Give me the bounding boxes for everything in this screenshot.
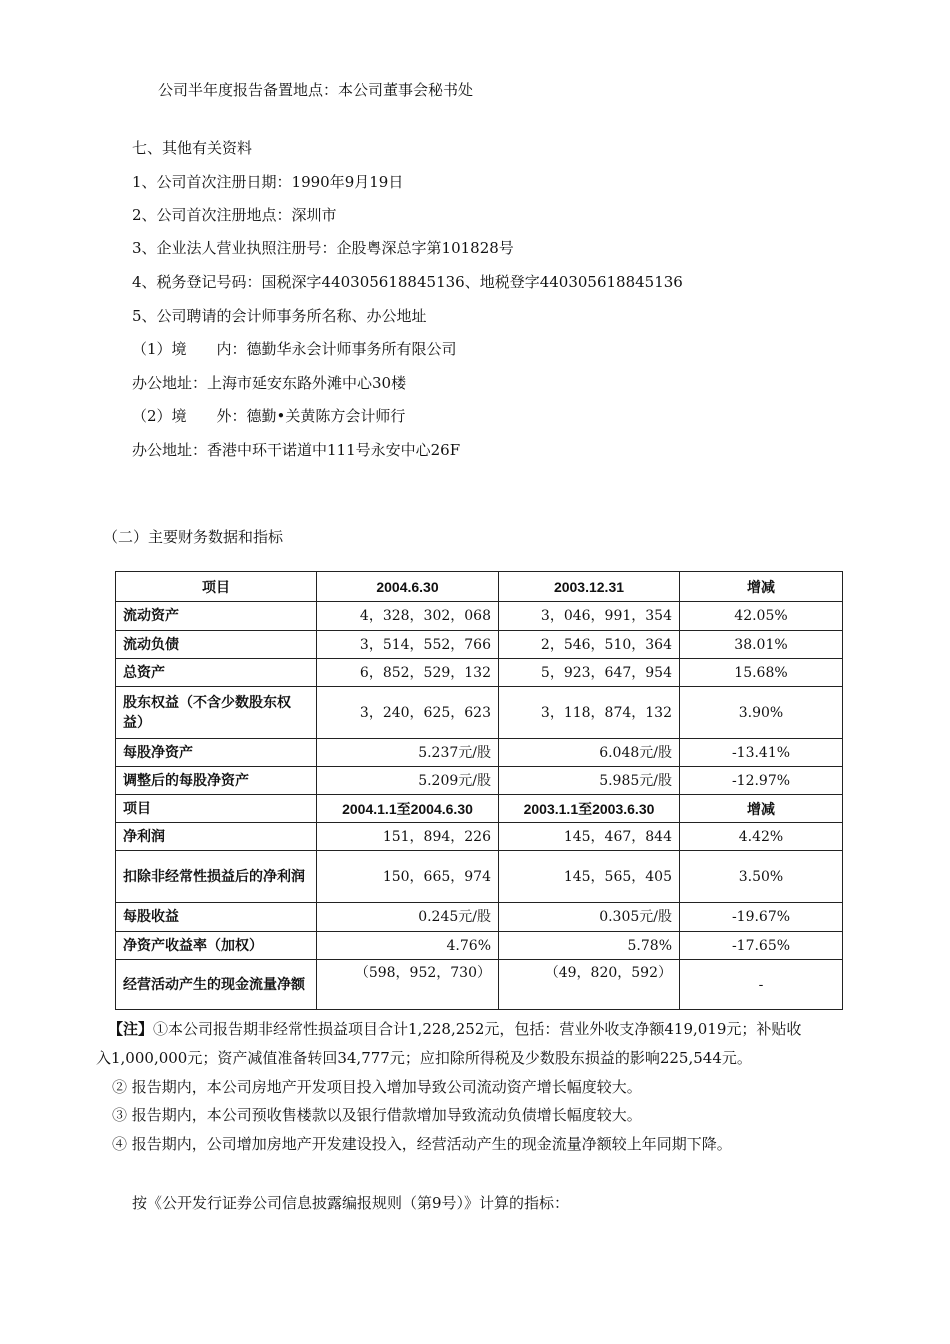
other-info-item: （1）境 内：德勤华永会计师事务所有限公司 <box>132 340 457 358</box>
cell-change: 42.05% <box>680 602 843 631</box>
row-label: 流动资产 <box>116 602 317 631</box>
cell-value: 6.048元/股 <box>499 739 680 767</box>
column-header: 2003.1.1至2003.6.30 <box>499 795 680 823</box>
cell-change: 3.50% <box>680 851 843 903</box>
cell-change: 15.68% <box>680 659 843 687</box>
cell-value: 150，665，974 <box>317 851 499 903</box>
other-info-item: 办公地址：香港中环干诺道中111号永安中心26F <box>132 441 461 459</box>
table-row <box>116 823 843 851</box>
row-label: 净资产收益率（加权） <box>116 932 317 960</box>
cell-value: 4.76% <box>317 932 499 960</box>
cell-value: 151，894，226 <box>317 823 499 851</box>
row-label: 每股净资产 <box>116 739 317 767</box>
other-info-item: 3、企业法人营业执照注册号：企股粤深总字第101828号 <box>132 239 514 257</box>
cell-value: 5.237元/股 <box>317 739 499 767</box>
column-header: 2004.6.30 <box>317 572 499 602</box>
row-label: 净利润 <box>116 823 317 851</box>
cell-value: 3，514，552，766 <box>317 631 499 659</box>
cell-change: -13.41% <box>680 739 843 767</box>
cell-change: 3.90% <box>680 687 843 739</box>
cell-change: -12.97% <box>680 767 843 795</box>
cell-value: 145，565，405 <box>499 851 680 903</box>
row-label: 经营活动产生的现金流量净额 <box>116 960 317 1010</box>
column-header: 项目 <box>116 795 317 823</box>
table-row <box>116 602 843 631</box>
cell-change: -17.65% <box>680 932 843 960</box>
column-header: 增减 <box>680 795 843 823</box>
note-1-line-1 <box>108 1019 801 1039</box>
cell-value: 3，118，874，132 <box>499 687 680 739</box>
cell-value: 145，467，844 <box>499 823 680 851</box>
row-label: 扣除非经常性损益后的净利润 <box>116 851 317 903</box>
other-info-item: （2）境 外：德勤•关黄陈方会计师行 <box>132 407 406 425</box>
column-header: 项目 <box>116 572 317 602</box>
cell-value: 5，923，647，954 <box>499 659 680 687</box>
row-label: 调整后的每股净资产 <box>116 767 317 795</box>
other-info-item: 1、公司首次注册日期：1990年9月19日 <box>132 173 404 191</box>
table-row <box>116 932 843 960</box>
cell-value: 4，328，302，068 <box>317 602 499 631</box>
cell-value: 2，546，510，364 <box>499 631 680 659</box>
note-2: ② 报告期内，本公司房地产开发项目投入增加导致公司流动资产增长幅度较大。 <box>112 1078 642 1096</box>
table-row <box>116 960 843 1010</box>
row-label: 股东权益（不含少数股东权益） <box>116 687 317 739</box>
cell-value: 5.78% <box>499 932 680 960</box>
cell-change: - <box>680 960 843 1010</box>
row-label: 每股收益 <box>116 903 317 932</box>
row-label: 流动负债 <box>116 631 317 659</box>
indicator-intro-line: 按《公开发行证券公司信息披露编报规则（第9号）》计算的指标： <box>132 1194 570 1212</box>
table-row <box>116 767 843 795</box>
cell-value: 3，240，625，623 <box>317 687 499 739</box>
other-info-item: 5、公司聘请的会计师事务所名称、办公地址 <box>132 307 427 325</box>
cell-value: 5.985元/股 <box>499 767 680 795</box>
cell-value: （598，952，730） <box>317 960 499 1010</box>
cell-value: 0.305元/股 <box>499 903 680 932</box>
cell-change: 4.42% <box>680 823 843 851</box>
cell-change: 38.01% <box>680 631 843 659</box>
row-label: 总资产 <box>116 659 317 687</box>
note-1-line-2: 入1,000,000元；资产减值准备转回34,777元；应扣除所得税及少数股东损益的影响225,544元。 <box>96 1049 752 1067</box>
note-3: ③ 报告期内，本公司预收售楼款以及银行借款增加导致流动负债增长幅度较大。 <box>112 1106 642 1124</box>
note-text: ①本公司报告期非经常性损益项目合计1,228,252元，包括：营业外收支净额419,019元；补贴收 <box>153 1020 802 1038</box>
note-4: ④ 报告期内，公司增加房地产开发建设投入，经营活动产生的现金流量净额较上年同期下降。 <box>112 1135 732 1153</box>
other-info-item: 2、公司首次注册地点：深圳市 <box>132 206 337 224</box>
table-row <box>116 631 843 659</box>
column-header: 2004.1.1至2004.6.30 <box>317 795 499 823</box>
column-header: 2003.12.31 <box>499 572 680 602</box>
financial-heading: （二）主要财务数据和指标 <box>103 528 284 546</box>
table-header-row <box>116 572 843 602</box>
other-info-item: 办公地址：上海市延安东路外滩中心30楼 <box>132 374 407 392</box>
table-subheader-row <box>116 795 843 823</box>
cell-change: -19.67% <box>680 903 843 932</box>
cell-value: （49，820，592） <box>499 960 680 1010</box>
cell-value: 6，852，529，132 <box>317 659 499 687</box>
cell-value: 3，046，991，354 <box>499 602 680 631</box>
column-header: 增减 <box>680 572 843 602</box>
table-row <box>116 903 843 932</box>
financial-data-table <box>115 571 843 1010</box>
storage-location-text: 公司半年度报告备置地点：本公司董事会秘书处 <box>158 81 474 99</box>
note-prefix: 【注】 <box>108 1020 154 1038</box>
cell-value: 0.245元/股 <box>317 903 499 932</box>
cell-value: 5.209元/股 <box>317 767 499 795</box>
other-info-item: 4、税务登记号码：国税深字440305618845136、地税登字440305618845136 <box>132 273 683 291</box>
table-row <box>116 739 843 767</box>
table-row <box>116 659 843 687</box>
table-row <box>116 851 843 903</box>
table-row <box>116 687 843 739</box>
other-info-heading: 七、其他有关资料 <box>132 139 253 157</box>
